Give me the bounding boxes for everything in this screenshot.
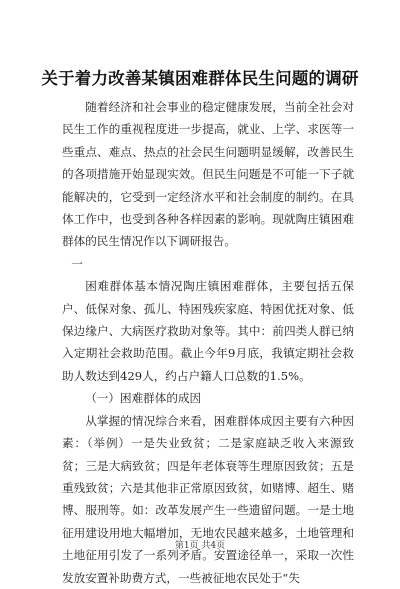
page-indicator: 第1页 共4页: [174, 541, 226, 551]
paragraph-intro: 随着经济和社会事业的稳定健康发展，当前全社会对民生工作的重视程度进一步提高，就业、上学、求医等一些重点、难点、热点的社会民生问题明显缓解，改善民生的各项措施开始显现实效。但民生问题是不可能一下子就能解决的，它受到一定经济水平和社会制度的制约。在具体工作中，也受到各种各样因素的影响。现就陶庄镇困难群体的民生情况作以下调研报告。: [62, 100, 354, 249]
paragraph-basic-situation: 困难群体基本情况陶庄镇困难群体，主要包括五保户、低保对象、孤儿、特困残疾家庭、特困优抚对象、低保边缘户、大病医疗救助对象等。其中：前四类人群已纳入定期社会救助范围。截止今年9月底，我镇定期社会救助人数达到429人，约占户籍人口总数的1.5%。: [62, 279, 354, 383]
section-marker: 一: [71, 256, 83, 271]
section-heading-causes: （一）困难群体的成因: [85, 391, 202, 406]
document-body: [62, 96, 354, 589]
paragraph-causes: 从掌握的情况综合来看，困难群体成因主要有六种因素：（举例）一是失业致贫；二是家庭缺乏收入来源致贫；三是大病致贫；四是年老体衰等生理原因致贫；五是重残致贫；六是其他非正常原因致贫，如赌博、超生、赌博、服刑等。如：改革发展产生一些遗留问题。一是土地征用建设用地大幅增加，无地农民越来越多，土地管理和土地征用引发了一系列矛盾。安置途径单一，采取一次性发放安置补助费方式，一些被征地农民处于“失: [62, 413, 354, 585]
document-title: 关于着力改善某镇困难群体民生问题的调研: [41, 69, 359, 88]
